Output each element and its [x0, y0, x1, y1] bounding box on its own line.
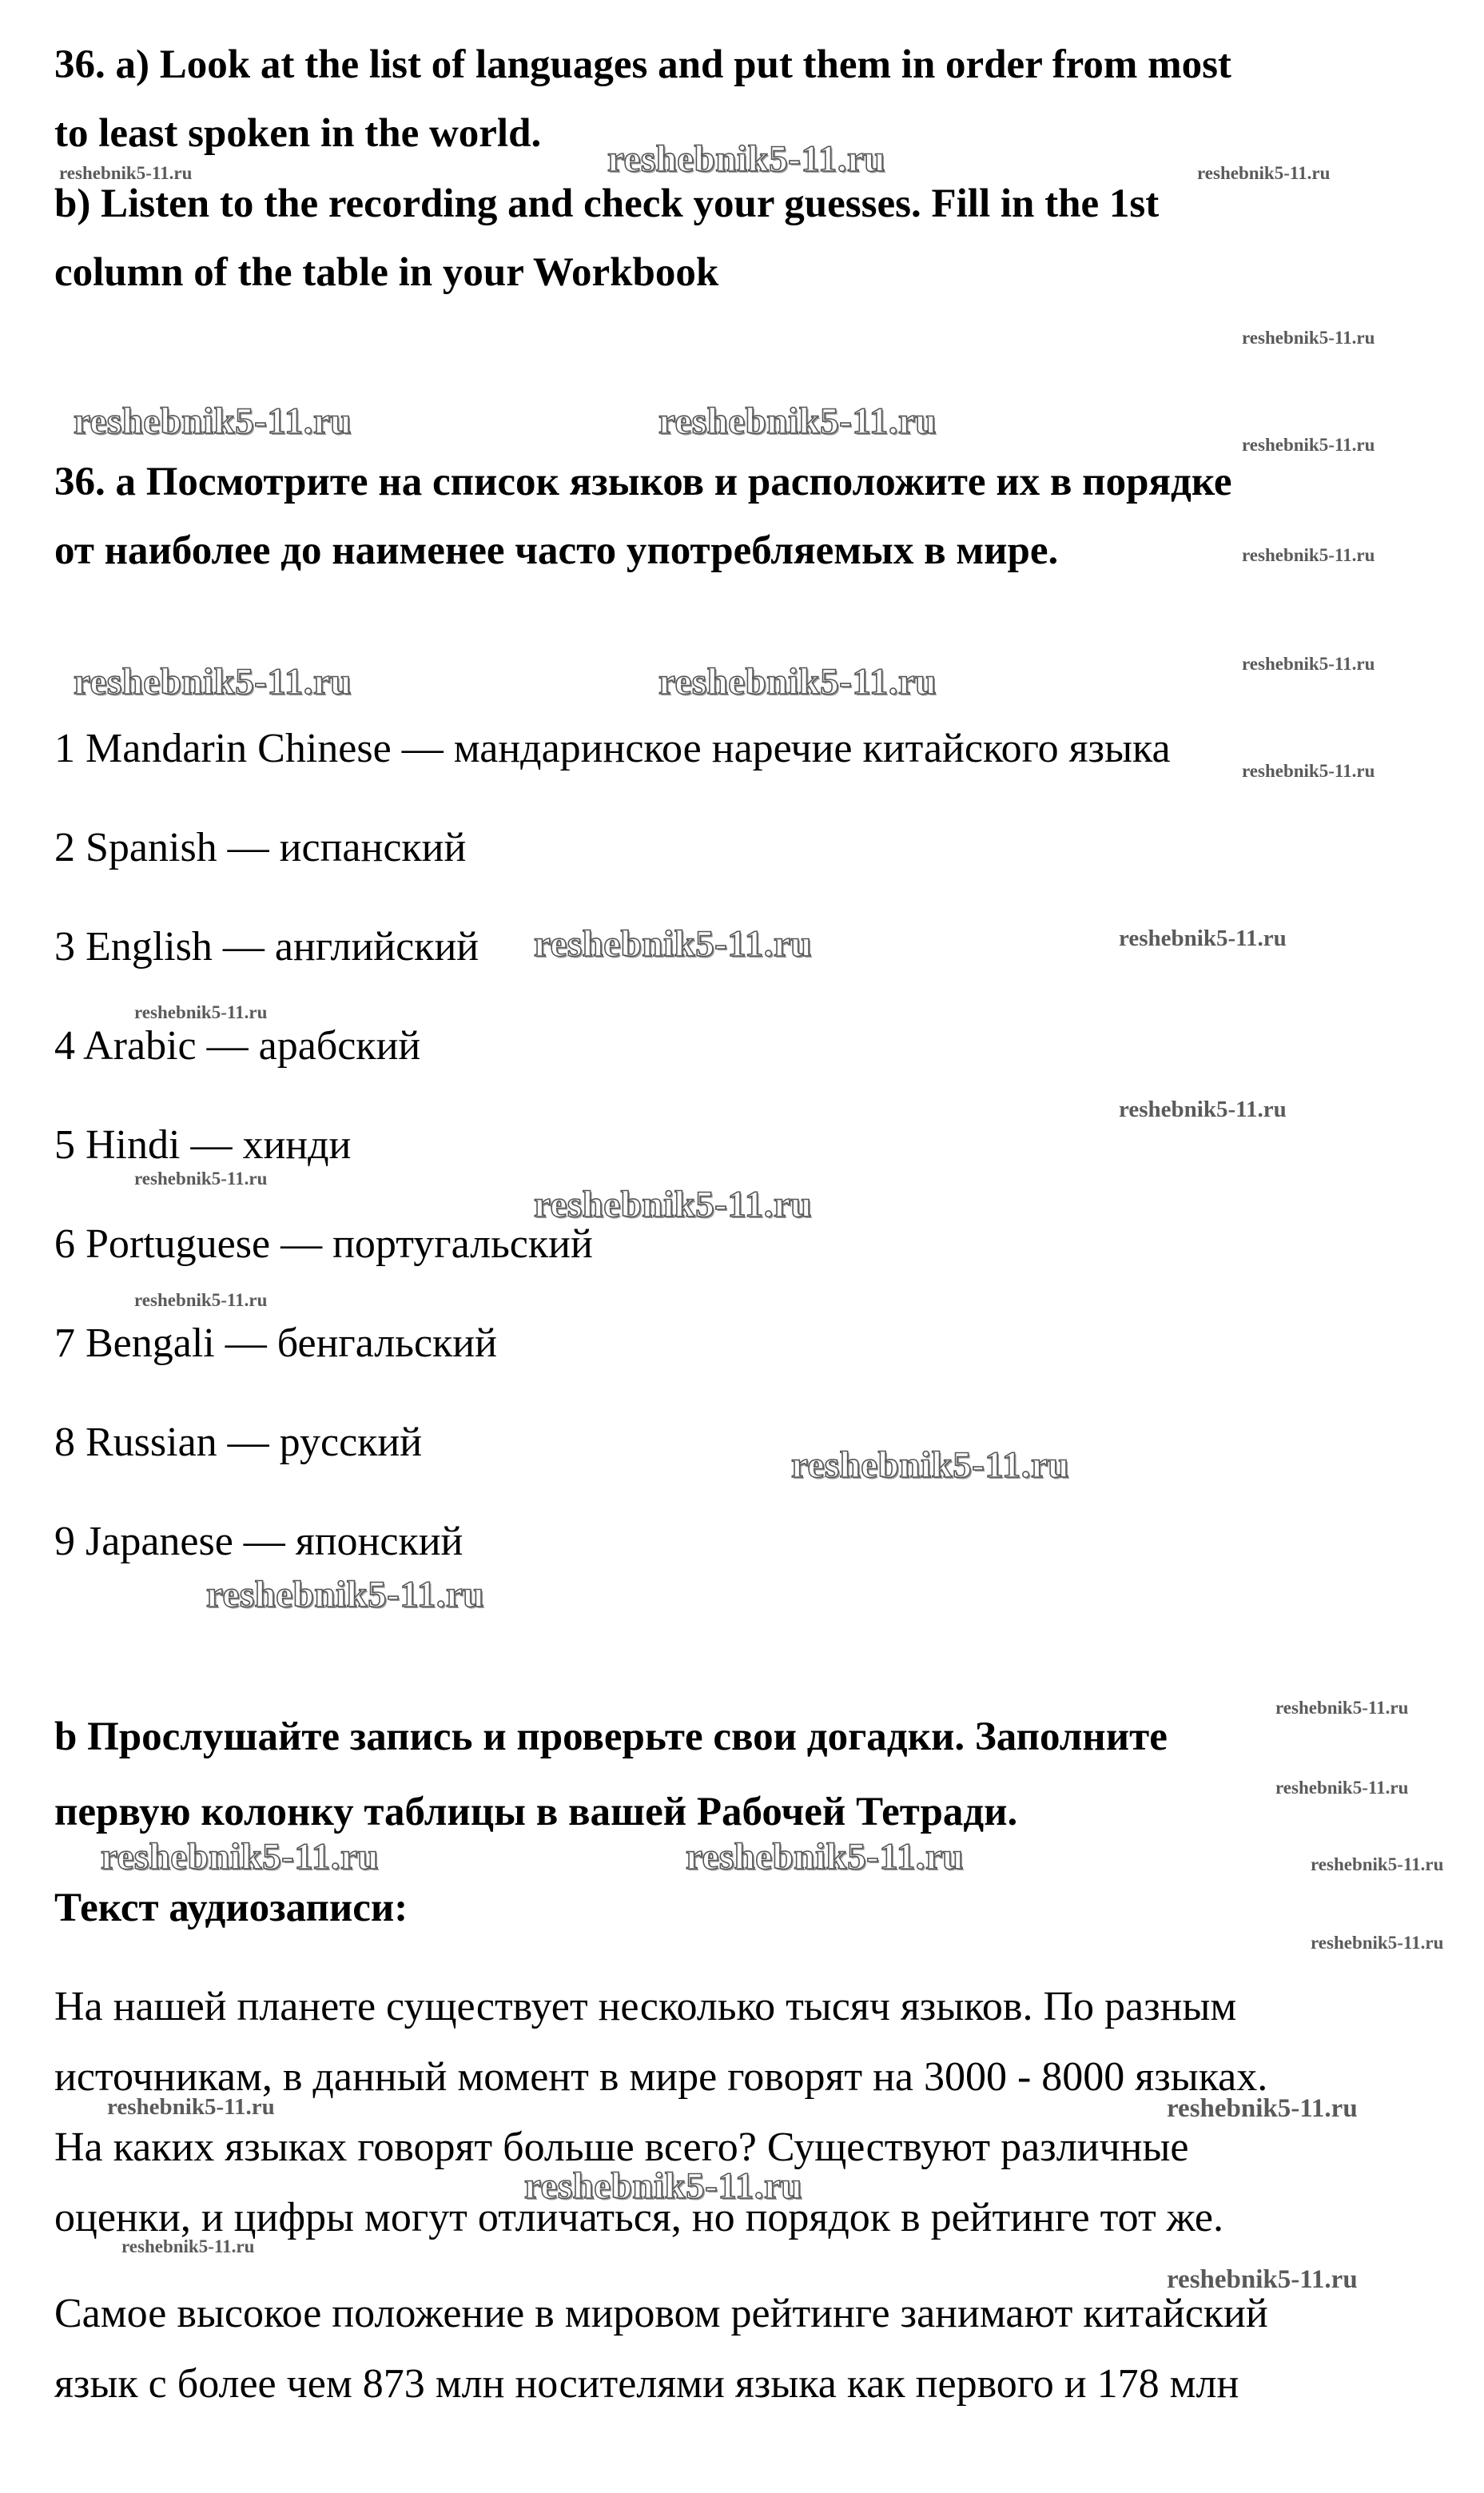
watermark: reshebnik5-11.ru [686, 1836, 964, 1878]
watermark: reshebnik5-11.ru [1242, 328, 1375, 348]
audio-text-line-2: источникам, в данный момент в мире говорят на 3000 - 8000 языках. [54, 2054, 1268, 2100]
audio-text-line-6: язык с более чем 873 млн носителями языка как первого и 178 млн [54, 2361, 1239, 2407]
language-item-2: 2 Spanish — испанский [54, 825, 467, 870]
watermark: reshebnik5-11.ru [59, 163, 193, 183]
watermark: reshebnik5-11.ru [658, 661, 937, 703]
audio-heading: Текст аудиозаписи: [54, 1886, 408, 1930]
task-en-line-2: to least spoken in the world. [54, 111, 542, 156]
watermark: reshebnik5-11.ru [206, 1574, 484, 1615]
watermark: reshebnik5-11.ru [1119, 926, 1287, 951]
watermark: reshebnik5-11.ru [791, 1444, 1069, 1486]
watermark: reshebnik5-11.ru [1311, 1854, 1444, 1874]
watermark: reshebnik5-11.ru [1242, 435, 1375, 455]
watermark: reshebnik5-11.ru [607, 138, 885, 180]
language-item-8: 8 Russian — русский [54, 1420, 423, 1465]
watermark: reshebnik5-11.ru [1242, 545, 1375, 565]
watermark: reshebnik5-11.ru [1242, 654, 1375, 674]
task-b-ru-line-1: b Прослушайте запись и проверьте свои догадки. Заполните [54, 1714, 1168, 1759]
language-item-7: 7 Bengali — бенгальский [54, 1320, 497, 1366]
watermark: reshebnik5-11.ru [1275, 1778, 1409, 1798]
task-b-ru-line-2: первую колонку таблицы в вашей Рабочей Тетради. [54, 1790, 1018, 1834]
watermark: reshebnik5-11.ru [1275, 1698, 1409, 1718]
language-item-6: 6 Portuguese — португальский [54, 1221, 593, 1267]
watermark: reshebnik5-11.ru [534, 1184, 812, 1225]
watermark: reshebnik5-11.ru [107, 2094, 275, 2120]
watermark: reshebnik5-11.ru [101, 1836, 379, 1878]
watermark: reshebnik5-11.ru [134, 1002, 268, 1022]
audio-text-line-1: На нашей планете существует несколько тысяч языков. По разным [54, 1984, 1237, 2029]
task-ru-line-1: 36. a Посмотрите на список языков и расположите их в порядке [54, 460, 1232, 504]
language-item-9: 9 Japanese — японский [54, 1519, 464, 1564]
task-ru-line-2: от наиболее до наименее часто употребляемых в мире. [54, 528, 1059, 573]
watermark: reshebnik5-11.ru [534, 923, 812, 965]
watermark: reshebnik5-11.ru [658, 400, 937, 442]
watermark: reshebnik5-11.ru [74, 661, 352, 703]
task-en-line-1: 36. a) Look at the list of languages and put them in order from most [54, 42, 1231, 87]
language-item-4: 4 Arabic — арабский [54, 1023, 421, 1069]
watermark: reshebnik5-11.ru [1119, 1097, 1287, 1122]
audio-text-line-5: Самое высокое положение в мировом рейтинге занимают китайский [54, 2291, 1268, 2336]
watermark: reshebnik5-11.ru [121, 2236, 255, 2256]
language-item-1: 1 Mandarin Chinese — мандаринское наречие китайского языка [54, 726, 1171, 771]
watermark: reshebnik5-11.ru [1311, 1933, 1444, 1953]
watermark: reshebnik5-11.ru [524, 2165, 802, 2207]
language-item-3: 3 English — английский [54, 924, 479, 970]
audio-text-line-4: оценки, и цифры могут отличаться, но порядок в рейтинге тот же. [54, 2195, 1224, 2240]
task-en-line-4: column of the table in your Workbook [54, 250, 719, 295]
watermark: reshebnik5-11.ru [1197, 163, 1331, 183]
watermark: reshebnik5-11.ru [1167, 2094, 1358, 2123]
language-item-5: 5 Hindi — хинди [54, 1122, 352, 1168]
task-en-line-3: b) Listen to the recording and check your guesses. Fill in the 1st [54, 181, 1160, 226]
watermark: reshebnik5-11.ru [74, 400, 352, 442]
watermark: reshebnik5-11.ru [1242, 761, 1375, 781]
audio-text-line-3: На каких языках говорят больше всего? Существуют различные [54, 2125, 1189, 2170]
watermark: reshebnik5-11.ru [134, 1169, 268, 1189]
watermark: reshebnik5-11.ru [1167, 2265, 1358, 2294]
watermark: reshebnik5-11.ru [134, 1290, 268, 1310]
